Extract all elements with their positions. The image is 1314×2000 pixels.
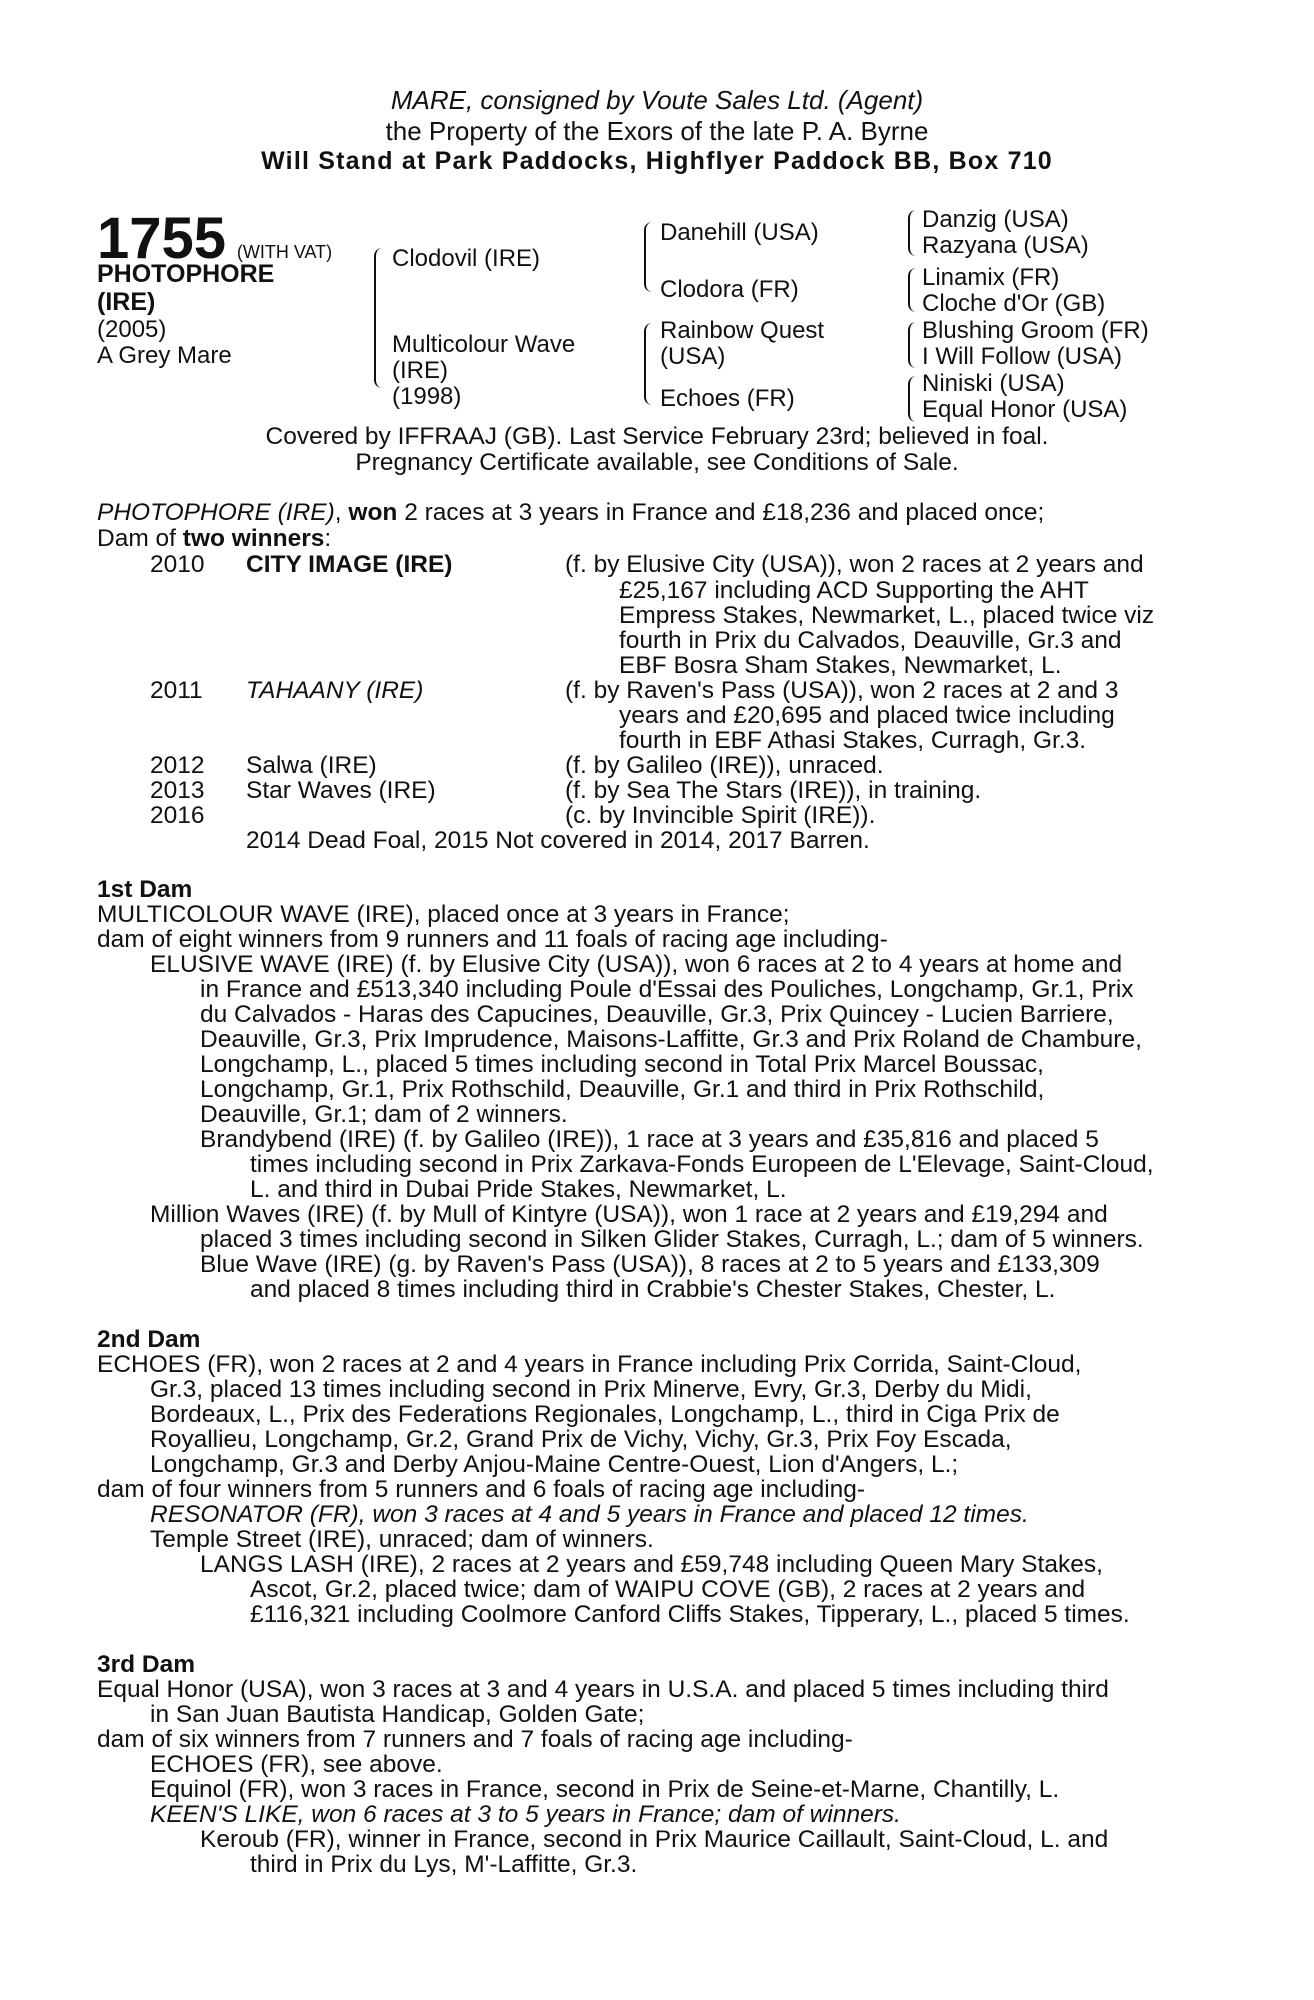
produce-line: (f. by Galileo (IRE)), unraced. [565, 752, 884, 779]
produce-line: (c. by Invincible Spirit (IRE)). [565, 802, 876, 829]
produce-line: (f. by Elusive City (USA)), won 2 races at 2 years and [565, 551, 1144, 578]
second-dam-line: Temple Street (IRE), unraced; dam of winners. [150, 1526, 654, 1553]
mare-record: PHOTOPHORE (IRE), won 2 races at 3 years in France and £18,236 and placed once; [97, 499, 1045, 526]
second-dam-line: Bordeaux, L., Prix des Federations Regionales, Longchamp, L., third in Ciga Prix de [150, 1401, 1060, 1428]
third-dam-heading: 3rd Dam [97, 1651, 196, 1678]
mare-won: won [348, 499, 398, 526]
first-dam-line: Deauville, Gr.3, Prix Imprudence, Maisons-Laffitte, Gr.3 and Prix Roland de Chambure, [200, 1026, 1142, 1053]
pedigree-sire: Clodovil (IRE) [392, 245, 541, 272]
third-dam-line: Equal Honor (USA), won 3 races at 3 and 4 years in U.S.A. and placed 5 times including third [97, 1676, 1109, 1703]
produce-line: Empress Stakes, Newmarket, L., placed twice viz [619, 602, 1155, 629]
first-dam-line: and placed 8 times including third in Crabbie's Chester Stakes, Chester, L. [250, 1276, 1056, 1303]
second-dam-line: dam of four winners from 5 runners and 6 foals of racing age including- [97, 1476, 866, 1503]
pedigree-brace-3b [908, 268, 920, 312]
produce-line: (f. by Sea The Stars (IRE)), in training. [565, 777, 982, 804]
produce-note: 2014 Dead Foal, 2015 Not covered in 2014, 2017 Barren. [246, 827, 870, 854]
pedigree-dss: Blushing Groom (FR) [922, 317, 1149, 344]
lot-name-2: (IRE) [97, 288, 156, 316]
mare-name: PHOTOPHORE (IRE) [97, 499, 335, 526]
first-dam-line: Blue Wave (IRE) (g. by Raven's Pass (USA)), 8 races at 2 to 5 years and £133,309 [200, 1251, 1100, 1278]
produce-year: 2016 [150, 802, 205, 829]
produce-name: TAHAANY (IRE) [246, 677, 424, 704]
second-dam-line: Royallieu, Longchamp, Gr.2, Grand Prix de Vichy, Vichy, Gr.3, Prix Foy Escada, [150, 1426, 1012, 1453]
mare-dam-of [97, 526, 331, 552]
pedigree-dam-1: Multicolour Wave [392, 331, 576, 358]
pedigree-brace-2b [644, 323, 658, 405]
covered-note: Covered by IFFRAAJ (GB). Last Service February 23rd; believed in foal. [265, 423, 1049, 450]
first-dam-line: Deauville, Gr.1; dam of 2 winners. [200, 1101, 568, 1128]
produce-name: Star Waves (IRE) [246, 777, 436, 804]
third-dam-line: Keroub (FR), winner in France, second in Prix Maurice Caillault, Saint-Cloud, L. and [200, 1826, 1109, 1853]
pedigree-brace-3a [908, 210, 920, 256]
second-dam-line: RESONATOR (FR), won 3 races at 4 and 5 years in France and placed 12 times. [150, 1501, 1029, 1528]
produce-name: CITY IMAGE (IRE) [246, 551, 453, 578]
winners-count: two winners [182, 525, 325, 552]
pedigree-brace-2a [644, 222, 658, 292]
pedigree-dds: Niniski (USA) [922, 370, 1065, 397]
first-dam-line: Longchamp, L., placed 5 times including second in Total Prix Marcel Boussac, [200, 1051, 1044, 1078]
produce-year: 2011 [150, 677, 203, 704]
third-dam-line: third in Prix du Lys, M'-Laffitte, Gr.3. [250, 1851, 638, 1878]
second-dam-line: LANGS LASH (IRE), 2 races at 2 years and £59,748 including Queen Mary Stakes, [200, 1551, 1103, 1578]
produce-line: (f. by Raven's Pass (USA)), won 2 races at 2 and 3 [565, 677, 1119, 704]
produce-line: fourth in EBF Athasi Stakes, Curragh, Gr.3. [619, 727, 1087, 754]
first-dam-line: MULTICOLOUR WAVE (IRE), placed once at 3 years in France; [97, 901, 790, 928]
first-dam-line: in France and £513,340 including Poule d'Essai des Pouliches, Longchamp, Gr.1, Prix [200, 976, 1134, 1003]
produce-line: EBF Bosra Sham Stakes, Newmarket, L. [619, 652, 1062, 679]
second-dam-line: Ascot, Gr.2, placed twice; dam of WAIPU COVE (GB), 2 races at 2 years and [250, 1576, 1086, 1603]
mare-record-text: 2 races at 3 years in France and £18,236 and placed once; [397, 499, 1045, 526]
pedigree-dsd: I Will Follow (USA) [922, 343, 1123, 370]
second-dam-line: Longchamp, Gr.3 and Derby Anjou-Maine Centre-Ouest, Lion d'Angers, L.; [150, 1451, 959, 1478]
produce-year: 2012 [150, 752, 205, 779]
pedigree-dam-2: (IRE) [392, 357, 448, 384]
produce-line: fourth in Prix du Calvados, Deauville, Gr.3 and [619, 627, 1122, 654]
pedigree-sss: Danzig (USA) [922, 206, 1069, 233]
second-dam-line: Gr.3, placed 13 times including second in Prix Minerve, Evry, Gr.3, Derby du Midi, [150, 1376, 1032, 1403]
first-dam-line: L. and third in Dubai Pride Stakes, Newmarket, L. [250, 1176, 787, 1203]
first-dam-line: placed 3 times including second in Silken Glider Stakes, Curragh, L.; dam of 5 winners. [200, 1226, 1144, 1253]
first-dam-line: times including second in Prix Zarkava-Fonds Europeen de L'Elevage, Saint-Cloud, [250, 1151, 1154, 1178]
pedigree-sds: Linamix (FR) [922, 264, 1060, 291]
first-dam-heading: 1st Dam [97, 876, 193, 903]
pregnancy-note: Pregnancy Certificate available, see Conditions of Sale. [355, 449, 959, 476]
pedigree-sdd: Cloche d'Or (GB) [922, 290, 1106, 317]
lot-year: (2005) [97, 316, 167, 343]
first-dam-line: Million Waves (IRE) (f. by Mull of Kintyre (USA)), won 1 race at 2 years and £19,294 and [150, 1201, 1108, 1228]
header-location: Will Stand at Park Paddocks, Highflyer Paddock BB, Box 710 [261, 147, 1053, 175]
produce-line: years and £20,695 and placed twice including [619, 702, 1115, 729]
third-dam-line: Equinol (FR), won 3 races in France, second in Prix de Seine-et-Marne, Chantilly, L. [150, 1776, 1060, 1803]
vat-note: (WITH VAT) [236, 242, 333, 262]
dam-of-label: Dam of [97, 525, 183, 552]
first-dam-line: du Calvados - Haras des Capucines, Deauville, Gr.3, Prix Quincey - Lucien Barriere, [200, 1001, 1114, 1028]
pedigree-dam-sire-1: Rainbow Quest [660, 317, 825, 344]
pedigree-sire-dam: Clodora (FR) [660, 276, 799, 303]
produce-year: 2010 [150, 551, 205, 578]
produce-name: Salwa (IRE) [246, 752, 377, 779]
header-consignor: MARE, consigned by Voute Sales Ltd. (Agent) [390, 85, 924, 115]
lot-name-1: PHOTOPHORE [97, 260, 275, 288]
pedigree-sire-sire: Danehill (USA) [660, 219, 819, 246]
header-property: the Property of the Exors of the late P. A. Byrne [385, 116, 929, 146]
second-dam-line: ECHOES (FR), won 2 races at 2 and 4 years in France including Prix Corrida, Saint-Cloud, [97, 1351, 1082, 1378]
lot-number: 1755 [97, 206, 227, 271]
produce-line: £25,167 including ACD Supporting the AHT [619, 577, 1089, 604]
first-dam-line: Brandybend (IRE) (f. by Galileo (IRE)), 1 race at 3 years and £35,816 and placed 5 [200, 1126, 1099, 1153]
second-dam-heading: 2nd Dam [97, 1326, 201, 1353]
pedigree-brace-3d [908, 376, 920, 422]
third-dam-line: ECHOES (FR), see above. [150, 1751, 443, 1778]
third-dam-line: dam of six winners from 7 runners and 7 foals of racing age including- [97, 1726, 853, 1753]
colon: : [324, 525, 332, 552]
third-dam-line: in San Juan Bautista Handicap, Golden Gate; [150, 1701, 645, 1728]
first-dam-line: ELUSIVE WAVE (IRE) (f. by Elusive City (USA)), won 6 races at 2 to 4 years at home and [150, 951, 1123, 978]
pedigree-dam-3: (1998) [392, 383, 462, 410]
pedigree-dam-sire-2: (USA) [660, 343, 726, 370]
second-dam-line: £116,321 including Coolmore Canford Cliffs Stakes, Tipperary, L., placed 5 times. [250, 1601, 1130, 1628]
first-dam-line: Longchamp, Gr.1, Prix Rothschild, Deauville, Gr.1 and third in Prix Rothschild, [200, 1076, 1045, 1103]
third-dam-line: KEEN'S LIKE, won 6 races at 3 to 5 years in France; dam of winners. [150, 1801, 901, 1828]
lot-description: A Grey Mare [97, 342, 232, 369]
produce-year: 2013 [150, 777, 205, 804]
pedigree-dam-dam: Echoes (FR) [660, 385, 795, 412]
pedigree-brace-3c [908, 322, 920, 368]
pedigree-ssd: Razyana (USA) [922, 232, 1089, 259]
first-dam-line: dam of eight winners from 9 runners and 11 foals of racing age including- [97, 926, 888, 953]
pedigree-brace-1 [374, 248, 390, 388]
pedigree-ddd: Equal Honor (USA) [922, 396, 1128, 423]
